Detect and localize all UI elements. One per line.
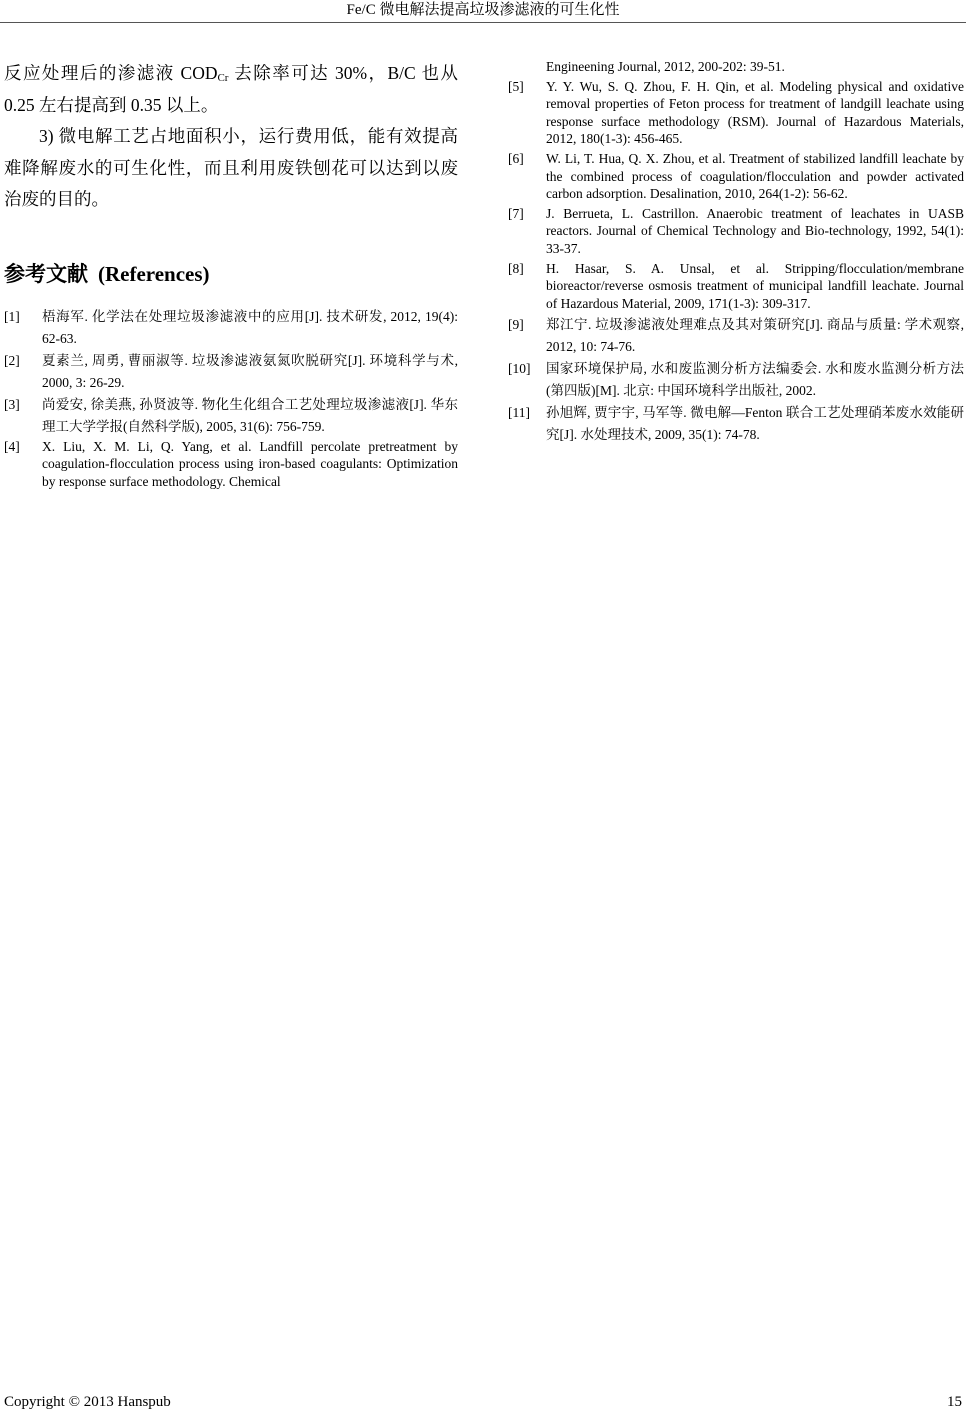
paragraph-text: 去除率可达 30%，B/C 也从 0.25 左右提高到 0.35 以上。: [4, 63, 458, 115]
reference-text: W. Li, T. Hua, Q. X. Zhou, et al. Treatment of stabilized landfill leachate by the combined process of coagulation/flocculation and powder activated carbon adsorption. Desalination, 2010, 264(1-2): 56-62.: [546, 150, 964, 202]
reference-number: [7]: [508, 205, 524, 221]
body-paragraph-2: 3) 微电解工艺占地面积小，运行费用低，能有效提高难降解废水的可生化性，而且利用废铁刨花可以达到以废治废的目的。: [4, 126, 458, 209]
reference-item: [508, 314, 964, 358]
footer-page-number: 15: [947, 1394, 962, 1410]
reference-number: [10]: [508, 361, 531, 377]
reference-text: 夏素兰, 周勇, 曹丽淑等. 垃圾渗滤液氨氮吹脱研究[J]. 环境科学与术, 2000, 3: 26-29.: [42, 352, 458, 390]
running-header-title: Fe/C 微电解法提高垃圾渗滤液的可生化性: [346, 2, 620, 18]
references-heading-en: (References): [98, 261, 210, 286]
left-column: [4, 58, 458, 492]
reference-item: [508, 150, 964, 203]
reference-number: [2]: [4, 352, 20, 368]
reference-item: [508, 358, 964, 402]
reference-list-left: [4, 306, 458, 491]
reference-number: [5]: [508, 78, 524, 94]
reference-text: 国家环境保护局, 水和废监测分析方法编委会. 水和废水监测分析方法(第四版)[M]. 北京: 中国环境科学出版社, 2002.: [546, 361, 964, 399]
reference-number: [11]: [508, 405, 530, 421]
reference-text: Y. Y. Wu, S. Q. Zhou, F. H. Qin, et al. Modeling physical and oxidative removal properties of Feton process for treatment of landgill leachate using response surface methodology (RSM). Journal of Hazardous Materials, 2012, 180(1-3): 456-465.: [546, 78, 964, 147]
reference-item: [508, 78, 964, 148]
reference-text: Engineening Journal, 2012, 200-202: 39-51.: [546, 59, 785, 74]
reference-item: [508, 260, 964, 313]
references-heading: [4, 260, 458, 288]
reference-item: [4, 394, 458, 438]
reference-item: [508, 205, 964, 258]
reference-text: 孙旭辉, 贾宇宇, 马军等. 微电解—Fenton 联合工艺处理硝苯废水效能研究[J]. 水处理技术, 2009, 35(1): 74-78.: [546, 405, 964, 443]
subscript-cr: Cr: [217, 72, 229, 84]
reference-item: [4, 306, 458, 350]
reference-text: X. Liu, X. M. Li, Q. Yang, et al. Landfill percolate pretreatment by coagulation-flocculation process using iron-based coagulants: Optimization by response surface methodology. Chemical: [42, 438, 458, 489]
reference-number: [4]: [4, 438, 20, 454]
body-paragraph-1: [4, 58, 458, 121]
reference-continuation: [508, 58, 964, 76]
reference-number: [8]: [508, 260, 524, 276]
footer-copyright: Copyright © 2013 Hanspub: [4, 1394, 171, 1410]
reference-text: J. Berrueta, L. Castrillon. Anaerobic treatment of leachates in UASB reactors. Journal of Chemical Technology and Bio-technology, 1992, 54(1): 33-37.: [546, 205, 964, 256]
reference-item: [4, 438, 458, 491]
reference-text: 郑江宁. 垃圾渗滤液处理难点及其对策研究[J]. 商品与质量: 学术观察, 2012, 10: 74-76.: [546, 317, 964, 355]
references-heading-cn: 参考文献: [4, 261, 88, 286]
reference-number: [6]: [508, 150, 524, 166]
reference-text: 尚爱安, 徐美燕, 孙贤波等. 物化生化组合工艺处理垃圾渗滤液[J]. 华东理工大学学报(自然科学版), 2005, 31(6): 756-759.: [42, 396, 458, 434]
reference-number: [1]: [4, 308, 20, 324]
running-header: [0, 0, 966, 23]
reference-number: [3]: [4, 396, 20, 412]
right-column: [508, 58, 964, 446]
reference-list-right: [508, 78, 964, 447]
reference-text: H. Hasar, S. A. Unsal, et al. Stripping/flocculation/membrane bioreactor/reverse osmosis treatment of municipal landfill leachate. Journal of Hazardous Material, 2009, 171(1-3): 309-317.: [546, 260, 964, 311]
reference-text: 梧海军. 化学法在处理垃圾渗滤液中的应用[J]. 技术研发, 2012, 19(4): 62-63.: [42, 308, 458, 346]
reference-item: [508, 402, 964, 446]
reference-number: [9]: [508, 317, 524, 333]
reference-item: [4, 350, 458, 394]
paragraph-text: 反应处理后的渗滤液 COD: [4, 63, 218, 83]
